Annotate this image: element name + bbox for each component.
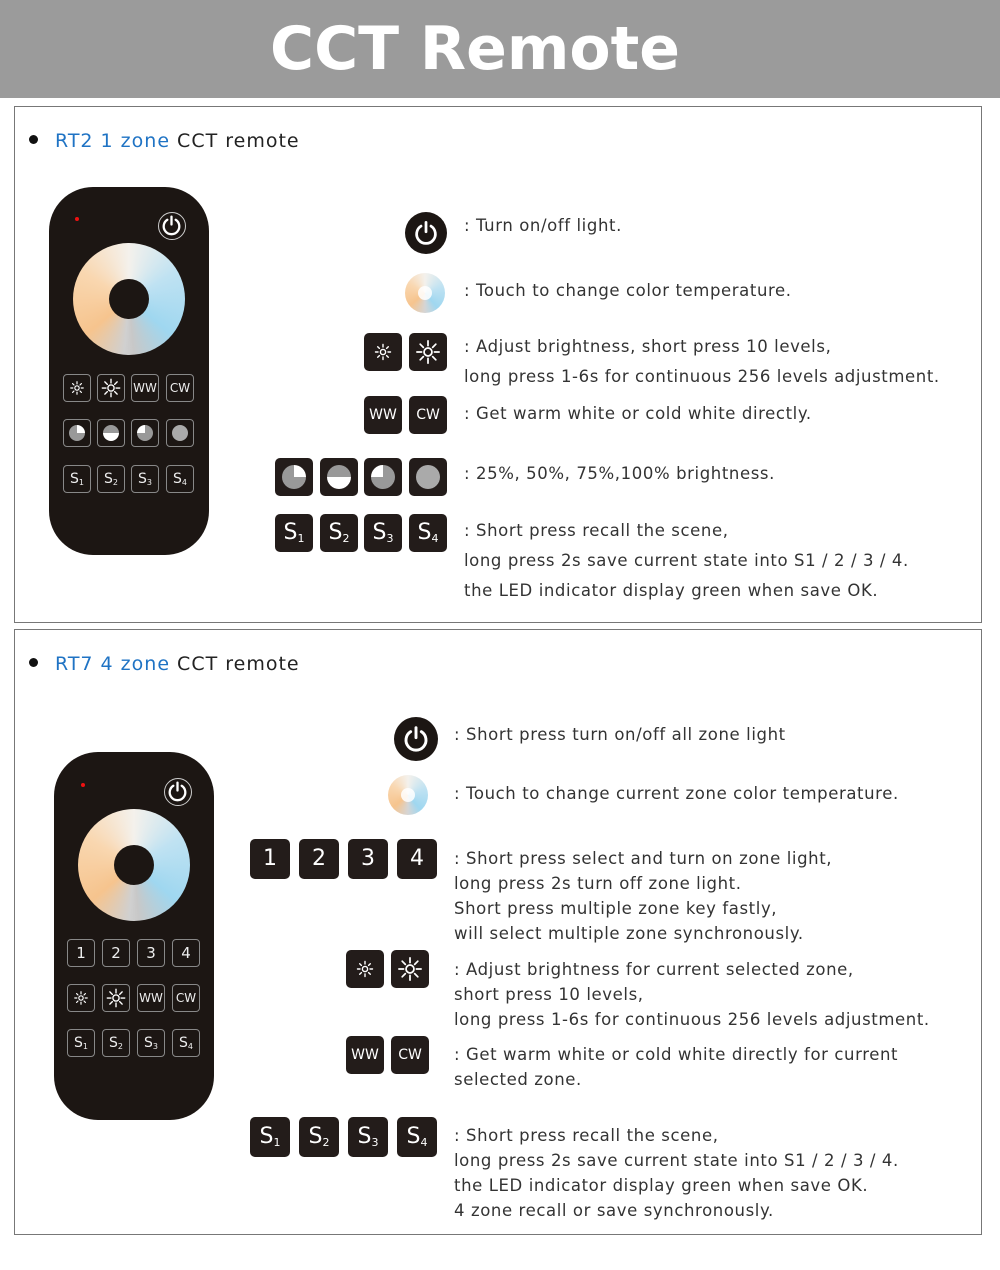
s-label: S <box>74 1035 83 1051</box>
s-label: S <box>406 1124 421 1149</box>
remote-cw-button[interactable]: CW <box>172 984 200 1012</box>
dim-key <box>364 333 402 371</box>
levels-desc: : 25%, 50%, 75%,100% brightness. <box>464 464 775 483</box>
power-key <box>405 212 447 254</box>
scene-desc-1: : Short press recall the scene, <box>464 521 729 540</box>
zone-desc-1: : Short press select and turn on zone light, <box>454 849 833 868</box>
s-label: S <box>372 520 387 545</box>
bullet-icon <box>29 135 38 144</box>
s-sub: 4 <box>187 1042 193 1051</box>
zone-desc-3: Short press multiple zone key fastly, <box>454 899 778 918</box>
remote-zone-4-button[interactable]: 4 <box>172 939 200 967</box>
remote-ww-button[interactable]: WW <box>131 374 159 402</box>
sun-big-icon <box>414 338 442 366</box>
touch-desc: : Touch to change color temperature. <box>464 281 792 300</box>
quarter-50-icon <box>327 465 351 489</box>
color-wheel[interactable] <box>73 243 185 355</box>
s-sub: 3 <box>152 1042 158 1051</box>
touch-desc: : Touch to change current zone color temperature. <box>454 784 899 803</box>
zone-desc-2: long press 2s turn off zone light. <box>454 874 742 893</box>
remote-bright-button[interactable] <box>97 374 125 402</box>
level-75-key <box>364 458 402 496</box>
remote-dim-button[interactable] <box>67 984 95 1012</box>
remote-scene-3-button[interactable] <box>137 1029 165 1057</box>
scene-desc-4: 4 zone recall or save synchronously. <box>454 1201 774 1220</box>
wwcw-desc-2: selected zone. <box>454 1070 582 1089</box>
touch-wheel-icon <box>388 775 428 815</box>
s-label: S <box>144 1035 153 1051</box>
power-icon <box>400 723 432 755</box>
model-name: RT7 4 zone <box>55 653 171 675</box>
ww-key: WW <box>364 396 402 434</box>
remote-25-button[interactable] <box>63 419 91 447</box>
quarter-100-icon <box>416 465 440 489</box>
brightness-desc-1: : Adjust brightness for current selected zone, <box>454 960 854 979</box>
sun-small-icon <box>67 378 87 398</box>
s-label: S <box>283 520 298 545</box>
s-label: S <box>357 1124 372 1149</box>
s-sub: 2 <box>112 478 118 487</box>
s-sub: 1 <box>82 1042 88 1051</box>
remote-zone-1-button[interactable]: 1 <box>67 939 95 967</box>
remote-50-button[interactable] <box>97 419 125 447</box>
model-desc: CCT remote <box>170 130 300 152</box>
s-sub: 2 <box>117 1042 123 1051</box>
remote-scene-1-button[interactable] <box>63 465 91 493</box>
wwcw-desc: : Get warm white or cold white directly. <box>464 404 812 423</box>
scene-1-key <box>250 1117 290 1157</box>
level-100-key <box>409 458 447 496</box>
led-indicator <box>75 217 79 221</box>
page-title: CCT Remote <box>270 14 680 84</box>
wheel-center <box>109 279 149 319</box>
power-desc: : Turn on/off light. <box>464 216 622 235</box>
section-rt7-title <box>29 653 300 675</box>
zone-2-key: 2 <box>299 839 339 879</box>
sun-small-icon <box>353 957 377 981</box>
zone-3-key: 3 <box>348 839 388 879</box>
quarter-50-icon <box>103 425 119 441</box>
s-label: S <box>179 1035 188 1051</box>
model-name: RT2 1 zone <box>55 130 171 152</box>
quarter-25-icon <box>282 465 306 489</box>
color-wheel[interactable] <box>78 809 190 921</box>
s-sub: 3 <box>146 478 152 487</box>
model-desc: CCT remote <box>170 653 300 675</box>
bright-key <box>409 333 447 371</box>
scene-desc-3: the LED indicator display green when save OK. <box>464 581 879 600</box>
remote-power-button[interactable] <box>158 212 186 240</box>
power-icon <box>159 213 184 238</box>
s-sub: 1 <box>78 478 84 487</box>
sun-small-icon <box>71 988 91 1008</box>
s-sub: 4 <box>181 478 187 487</box>
section-rt2-title <box>29 130 300 152</box>
remote-scene-2-button[interactable] <box>97 465 125 493</box>
scene-desc-2: long press 2s save current state into S1 / 2 / 3 / 4. <box>454 1151 899 1170</box>
s-label: S <box>109 1035 118 1051</box>
s-sub: 4 <box>420 1136 428 1149</box>
s-label: S <box>104 471 113 487</box>
scene-desc-2: long press 2s save current state into S1 / 2 / 3 / 4. <box>464 551 909 570</box>
power-icon <box>165 779 190 804</box>
power-key <box>394 717 438 761</box>
s-label: S <box>328 520 343 545</box>
s-sub: 3 <box>371 1136 379 1149</box>
scene-desc-3: the LED indicator display green when save OK. <box>454 1176 869 1195</box>
remote-75-button[interactable] <box>131 419 159 447</box>
scene-desc-1: : Short press recall the scene, <box>454 1126 719 1145</box>
scene-4-key <box>397 1117 437 1157</box>
s-sub: 4 <box>431 532 439 545</box>
brightness-desc-2: short press 10 levels, <box>454 985 644 1004</box>
s-label: S <box>417 520 432 545</box>
cw-key: CW <box>391 1036 429 1074</box>
s-sub: 2 <box>342 532 350 545</box>
remote-scene-1-button[interactable] <box>67 1029 95 1057</box>
s-sub: 3 <box>386 532 394 545</box>
scene-2-key <box>320 514 358 552</box>
remote-scene-4-button[interactable] <box>166 465 194 493</box>
remote-power-button[interactable] <box>164 778 192 806</box>
s-sub: 1 <box>297 532 305 545</box>
dim-key <box>346 950 384 988</box>
s-label: S <box>308 1124 323 1149</box>
s-label: S <box>70 471 79 487</box>
remote-scene-3-button[interactable] <box>131 465 159 493</box>
wwcw-desc-1: : Get warm white or cold white directly for current <box>454 1045 899 1064</box>
remote-rt7 <box>54 752 214 1120</box>
remote-rt2 <box>49 187 209 555</box>
wheel-center <box>114 845 154 885</box>
remote-scene-4-button[interactable] <box>172 1029 200 1057</box>
level-50-key <box>320 458 358 496</box>
scene-4-key <box>409 514 447 552</box>
ww-key: WW <box>346 1036 384 1074</box>
remote-zone-3-button[interactable]: 3 <box>137 939 165 967</box>
zone-desc-4: will select multiple zone synchronously. <box>454 924 804 943</box>
quarter-100-icon <box>172 425 188 441</box>
sun-big-icon <box>105 987 127 1009</box>
remote-ww-button[interactable]: WW <box>137 984 165 1012</box>
scene-1-key <box>275 514 313 552</box>
sun-small-icon <box>371 340 395 364</box>
remote-100-button[interactable] <box>166 419 194 447</box>
bullet-icon <box>29 658 38 667</box>
brightness-desc-1: : Adjust brightness, short press 10 levels, <box>464 337 832 356</box>
power-desc: : Short press turn on/off all zone light <box>454 725 786 744</box>
s-sub: 1 <box>273 1136 281 1149</box>
header-banner <box>0 0 1000 98</box>
remote-cw-button[interactable]: CW <box>166 374 194 402</box>
s-label: S <box>259 1124 274 1149</box>
remote-zone-2-button[interactable]: 2 <box>102 939 130 967</box>
brightness-desc-2: long press 1-6s for continuous 256 levels adjustment. <box>464 367 940 386</box>
scene-3-key <box>364 514 402 552</box>
quarter-75-icon <box>137 425 153 441</box>
zone-4-key: 4 <box>397 839 437 879</box>
scene-3-key <box>348 1117 388 1157</box>
s-label: S <box>173 471 182 487</box>
scene-2-key <box>299 1117 339 1157</box>
power-icon <box>411 218 441 248</box>
remote-bright-button[interactable] <box>102 984 130 1012</box>
quarter-75-icon <box>371 465 395 489</box>
s-label: S <box>138 471 147 487</box>
brightness-desc-3: long press 1-6s for continuous 256 levels adjustment. <box>454 1010 930 1029</box>
sun-big-icon <box>396 955 424 983</box>
bright-key <box>391 950 429 988</box>
touch-wheel-icon <box>405 273 445 313</box>
sun-big-icon <box>100 377 122 399</box>
cw-key: CW <box>409 396 447 434</box>
remote-dim-button[interactable] <box>63 374 91 402</box>
level-25-key <box>275 458 313 496</box>
s-sub: 2 <box>322 1136 330 1149</box>
led-indicator <box>81 783 85 787</box>
quarter-25-icon <box>69 425 85 441</box>
remote-scene-2-button[interactable] <box>102 1029 130 1057</box>
zone-1-key: 1 <box>250 839 290 879</box>
